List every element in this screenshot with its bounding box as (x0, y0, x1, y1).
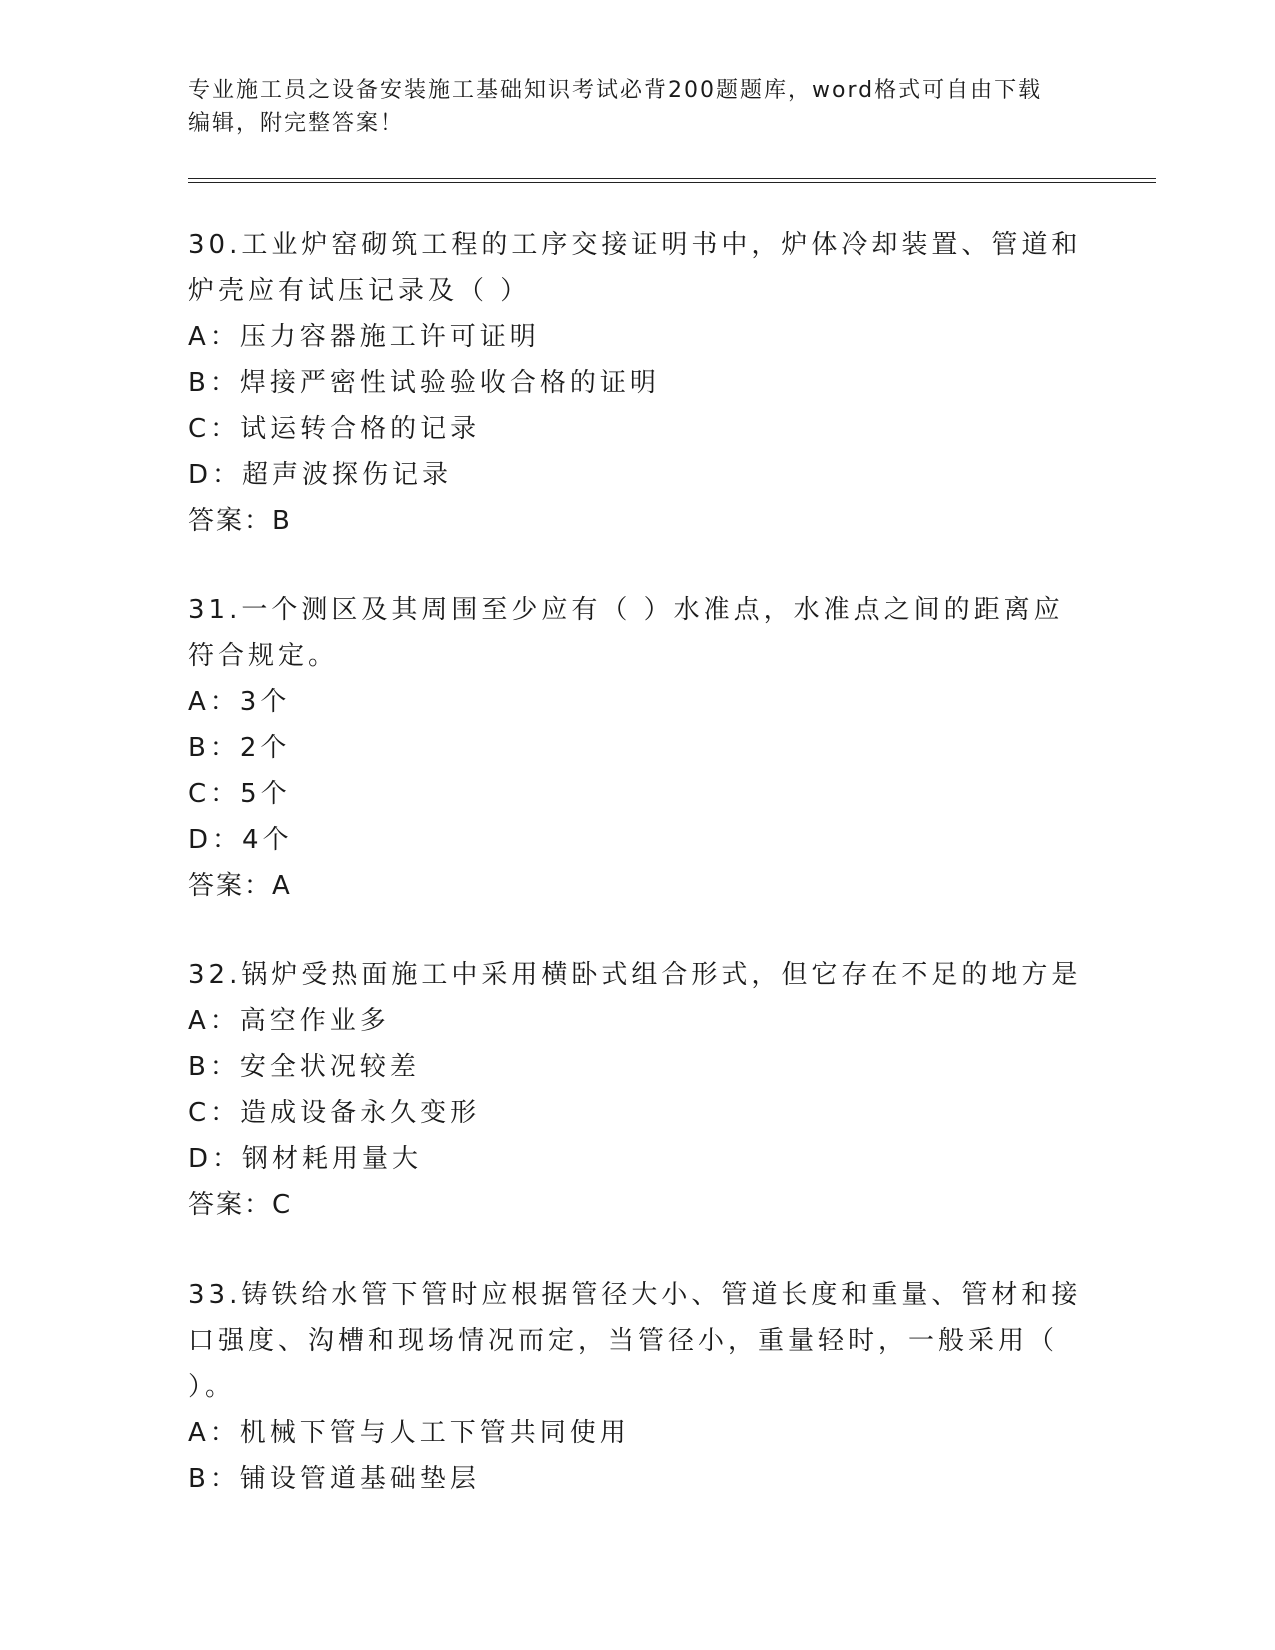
question-30 (188, 222, 1088, 544)
option-a: A：压力容器施工许可证明 (188, 322, 540, 352)
answer-value: B (272, 506, 291, 536)
question-stem: 31.一个测区及其周围至少应有（ ）水准点，水准点之间的距离应符合规定。 (188, 595, 1064, 671)
header-divider (188, 178, 1156, 183)
option-c: C：5个 (188, 779, 291, 809)
option-c: C：试运转合格的记录 (188, 414, 481, 444)
question-stem: 30.工业炉窑砌筑工程的工序交接证明书中，炉体冷却装置、管道和炉壳应有试压记录及（ ） (188, 230, 1082, 306)
answer-label: 答案： (188, 506, 273, 536)
document-header (188, 74, 1088, 140)
document-title-line-1: 专业施工员之设备安装施工基础知识考试必背200题题库，word格式可自由下载 (188, 78, 1043, 103)
document-title-line-2: 编辑，附完整答案！ (188, 111, 405, 136)
answer-line (188, 1182, 1088, 1228)
option-a: A：高空作业多 (188, 1006, 390, 1036)
answer-line (188, 498, 1088, 544)
answer-line (188, 863, 1088, 909)
option-a: A：机械下管与人工下管共同使用 (188, 1418, 630, 1448)
option-d: D：钢材耗用量大 (188, 1144, 423, 1174)
option-b: B：焊接严密性试验验收合格的证明 (188, 368, 660, 398)
question-33 (188, 1272, 1088, 1502)
option-c: C：造成设备永久变形 (188, 1098, 481, 1128)
option-a: A：3个 (188, 687, 291, 717)
answer-label: 答案： (188, 871, 273, 901)
answer-label: 答案： (188, 1190, 273, 1220)
option-b: B：铺设管道基础垫层 (188, 1464, 480, 1494)
option-d: D：4个 (188, 825, 293, 855)
answer-value: A (272, 871, 291, 901)
option-b: B：安全状况较差 (188, 1052, 420, 1082)
question-stem: 33.铸铁给水管下管时应根据管径大小、管道长度和重量、管材和接口强度、沟槽和现场情况而定，当管径小，重量轻时，一般采用（ ）。 (188, 1280, 1082, 1402)
question-31 (188, 587, 1088, 909)
question-stem: 32.锅炉受热面施工中采用横卧式组合形式，但它存在不足的地方是 (188, 960, 1082, 990)
answer-value: C (272, 1190, 292, 1220)
question-32 (188, 952, 1088, 1228)
option-b: B：2个 (188, 733, 291, 763)
option-d: D：超声波探伤记录 (188, 460, 453, 490)
